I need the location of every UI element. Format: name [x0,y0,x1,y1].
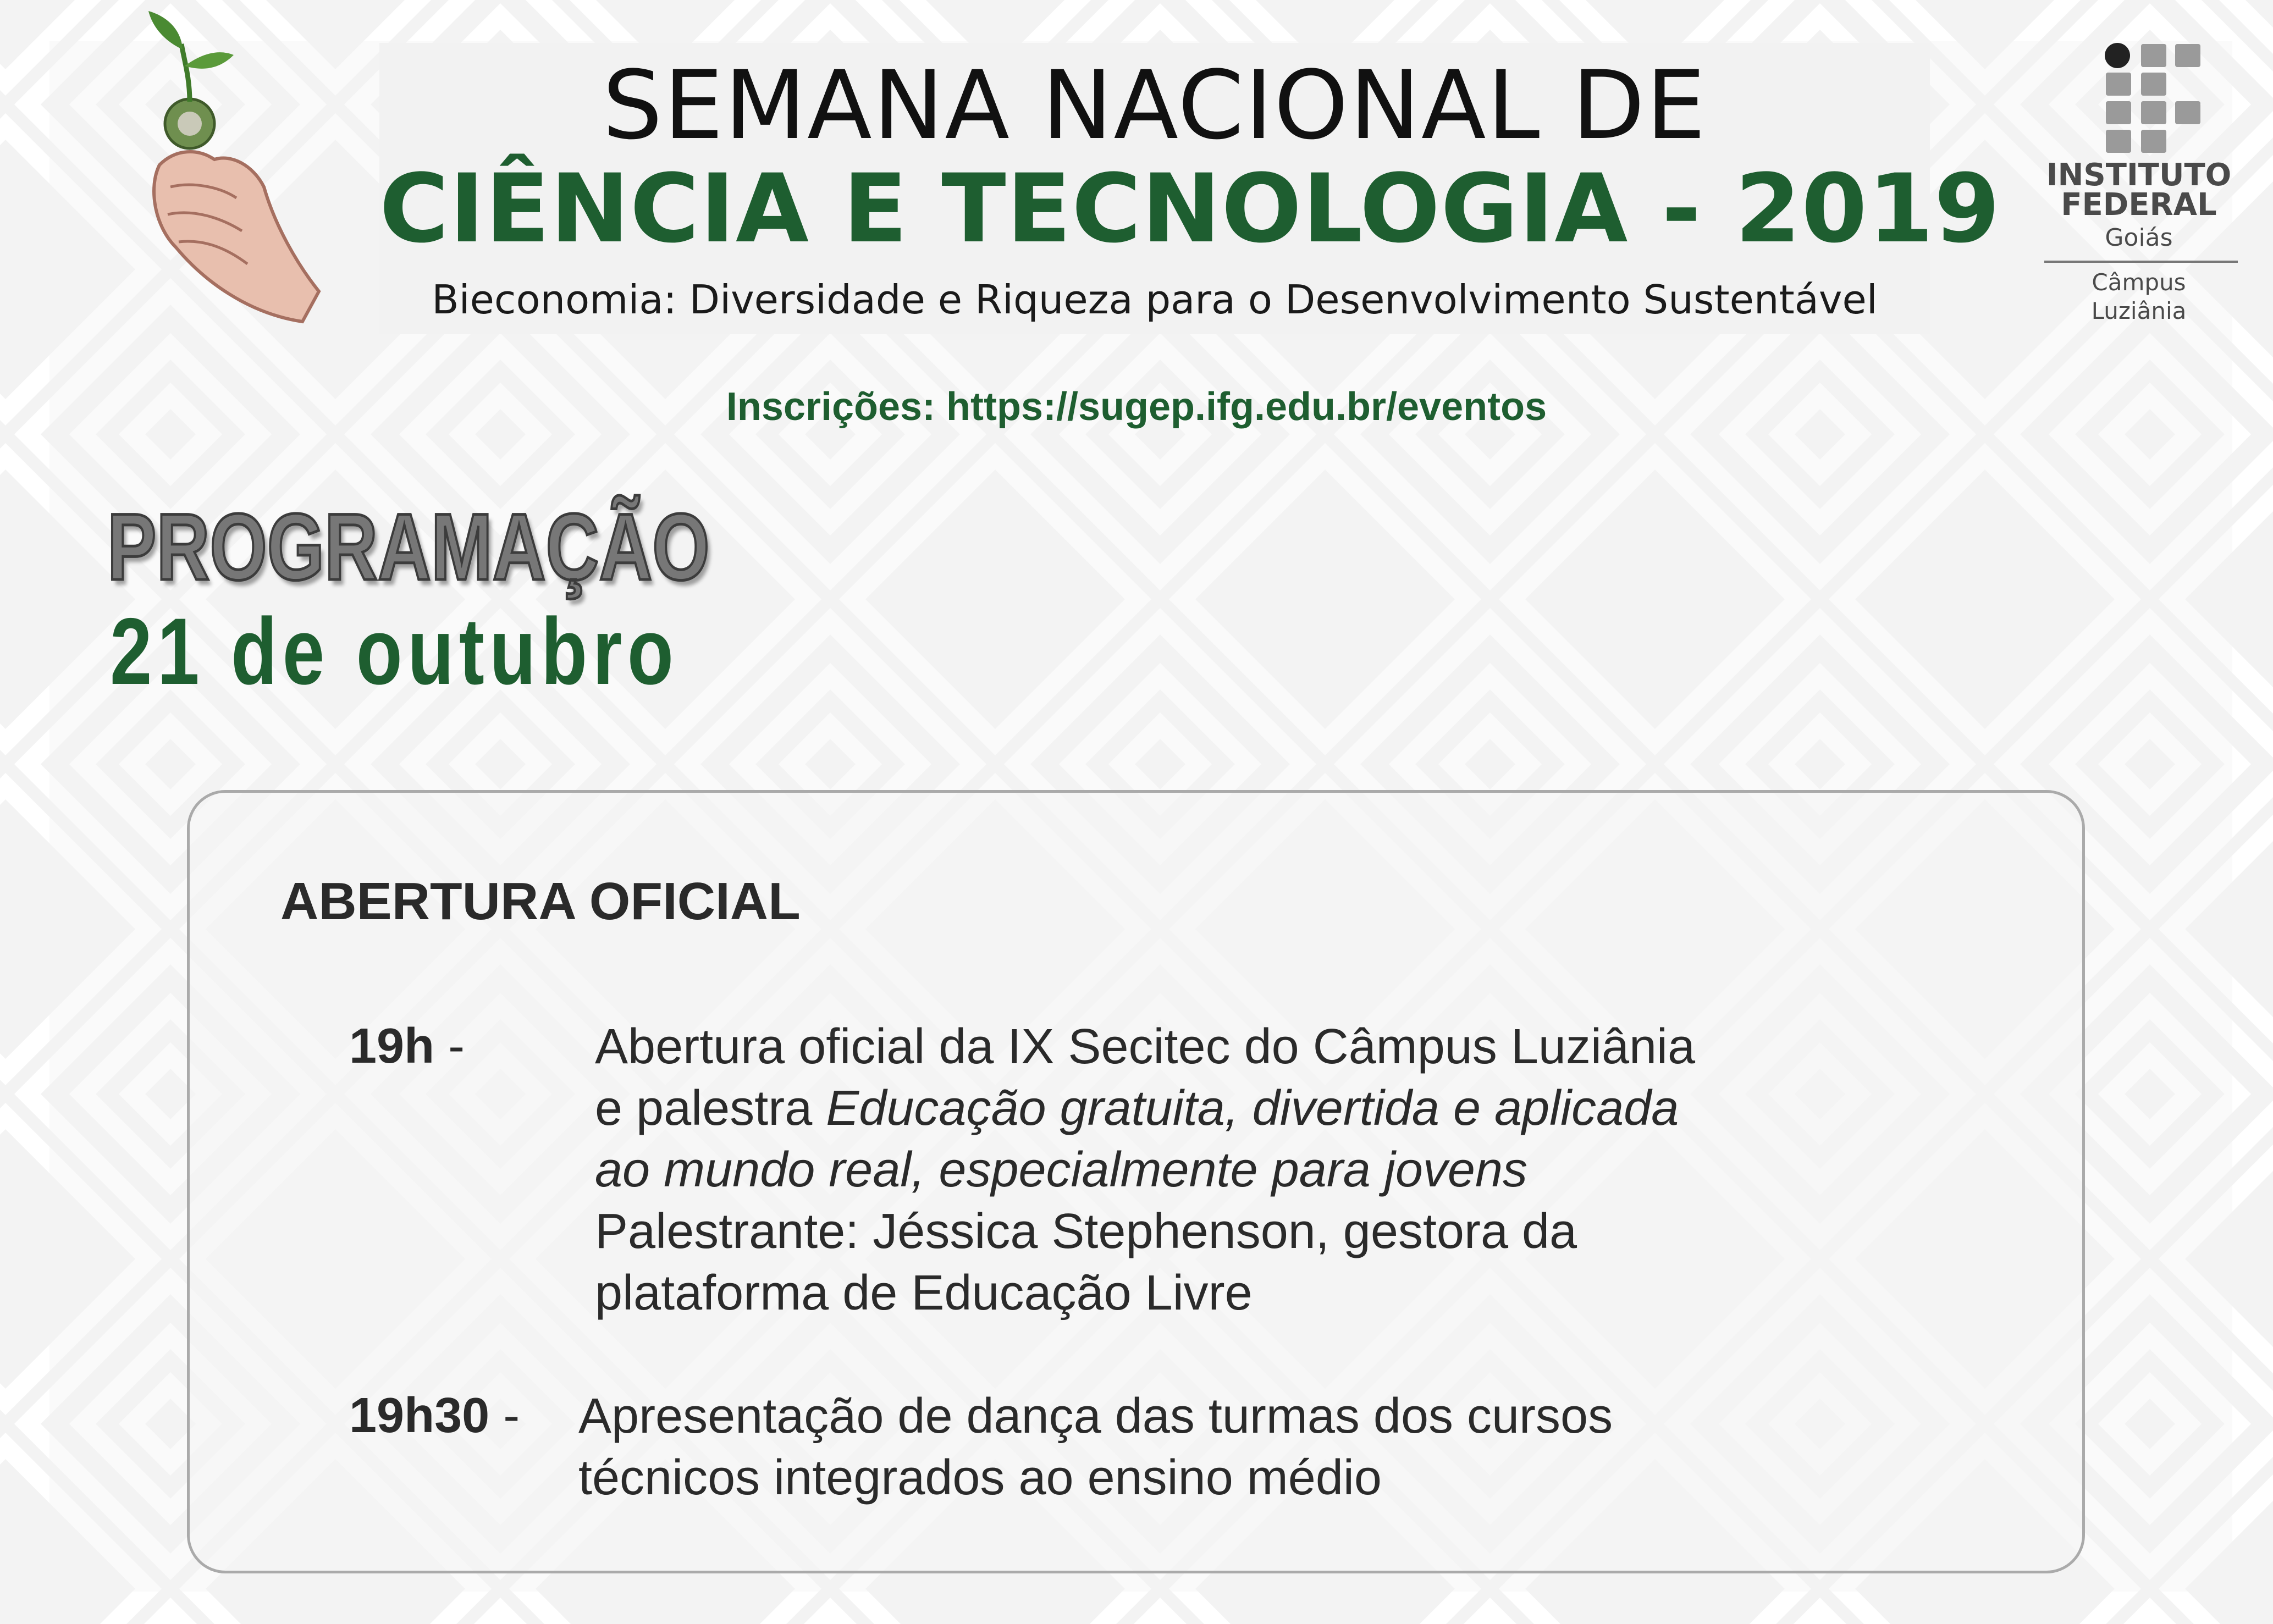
entry-time-dash: - [434,1019,465,1074]
entry-line-italic: Educação gratuita, divertida e aplicada [826,1081,1679,1136]
entry-time-value: 19h30 [349,1388,490,1443]
if-name-line1: INSTITUTO [2046,157,2232,193]
entry-line [595,1139,1695,1201]
entry-line: Abertura oficial da IX Secitec do Câmpus Luziânia [595,1019,1696,1074]
entry-time [349,1385,520,1446]
entry-line: Apresentação de dança das turmas dos cursos [578,1389,1613,1444]
if-divider [2044,261,2238,263]
event-subtitle: Bieconomia: Diversidade e Riqueza para o Desenvolvimento Sustentável [432,277,1878,323]
registration-link[interactable]: Inscrições: https://sugep.ifg.edu.br/eventos [726,385,1547,429]
entry-line: Palestrante: Jéssica Stephenson, gestora da [595,1204,1577,1259]
entry-line-prefix: e palestra [595,1081,826,1136]
if-campus-line1: Câmpus [2092,269,2186,296]
entry-description [595,1016,1695,1324]
plant-in-hand-logo [137,5,330,324]
if-campus [2034,268,2243,325]
if-name-line2: FEDERAL [2061,187,2217,223]
event-title-line2: CIÊNCIA E TECNOLOGIA - 2019 [379,153,2001,264]
entry-line [595,1078,1695,1139]
if-name [2034,157,2243,223]
if-grid-icon [2105,43,2204,153]
if-state: Goiás [2105,224,2173,252]
section-title: ABERTURA OFICIAL [280,872,801,931]
entry-time-value: 19h [349,1019,435,1074]
entry-time [349,1016,465,1076]
program-date: 21 de outubro [110,599,679,704]
entry-line: técnicos integrados ao ensino médio [578,1450,1382,1505]
entry-line: plataforma de Educação Livre [595,1266,1253,1321]
entry-time-dash: - [489,1388,520,1443]
entry-line-italic: ao mundo real, especialmente para jovens [595,1142,1528,1197]
event-title-line1: SEMANA NACIONAL DE [602,50,1707,161]
program-heading: PROGRAMAÇÃO [107,494,710,600]
entry-description [578,1385,1613,1509]
if-campus-line2: Luziânia [2091,297,2187,324]
instituto-federal-logo [2034,38,2243,335]
